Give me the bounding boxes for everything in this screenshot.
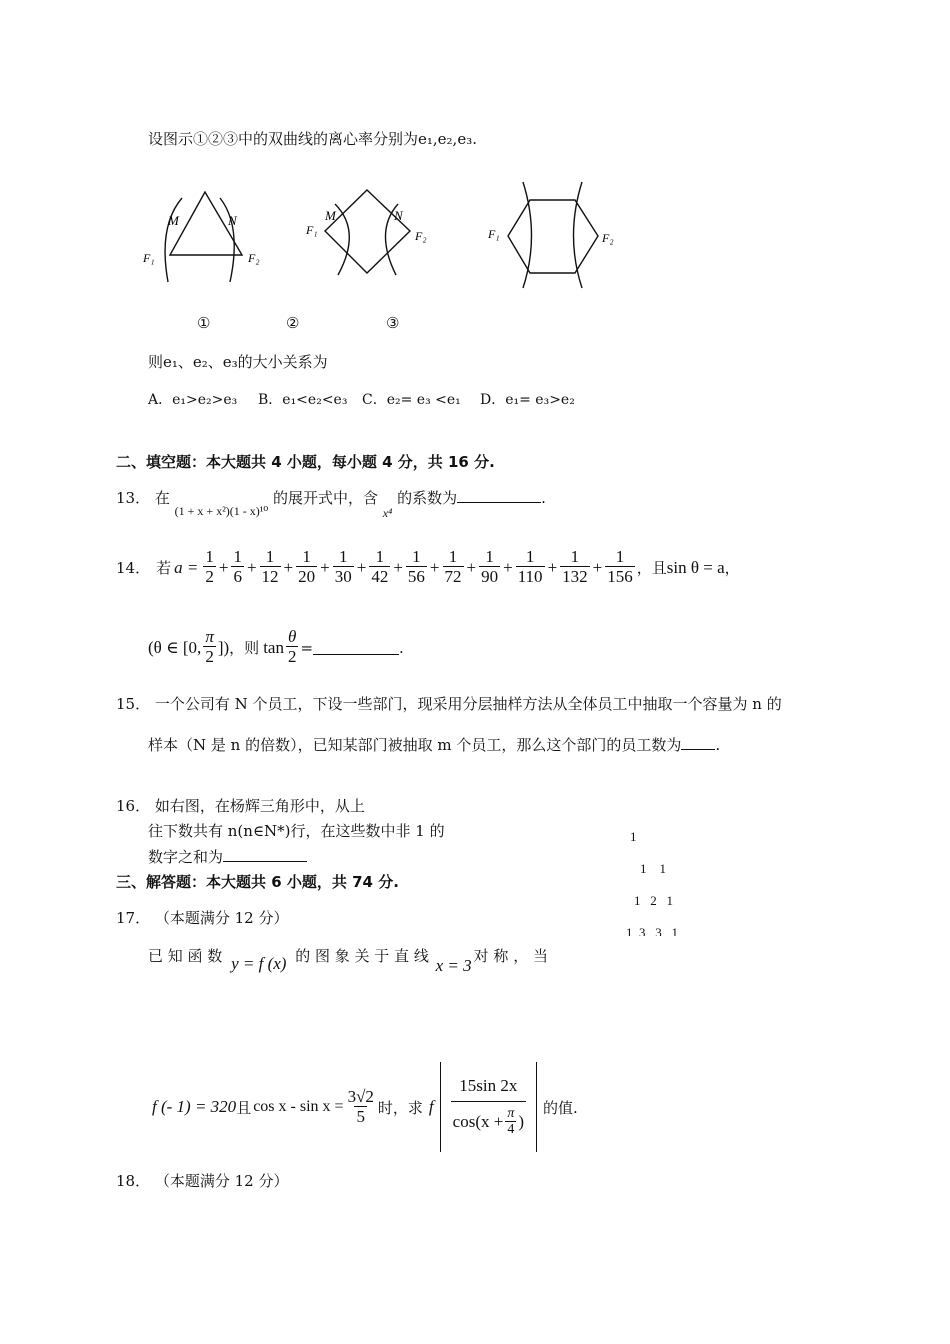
q17-text-a: 已 知 函 数 [148, 947, 223, 965]
q14-end: . [399, 638, 404, 657]
q17-pi-over-4 [505, 1106, 516, 1137]
q14-two-b: 2 [287, 647, 297, 666]
q14-fraction-denominator: 90 [481, 567, 499, 586]
q14-fraction-numerator: 1 [525, 547, 535, 566]
q14-fraction [406, 548, 427, 587]
q17-cond: f (- 1) = 320 [152, 1097, 237, 1116]
q12-option-c: C．e₂= e₃ <e₁ [362, 392, 461, 408]
section-3-title: 三、解答题：本大题共 6 小题，共 74 分. [116, 873, 399, 891]
q17-text-c: 对 称 ， 当 [473, 947, 548, 965]
q14-pi: π [205, 627, 214, 646]
q14-fraction-numerator: 1 [412, 547, 421, 566]
q13-mid: 的展开式中，含 [272, 489, 378, 507]
q14-fraction-numerator: 1 [233, 547, 242, 566]
plus-sign: + [503, 557, 513, 577]
triangle-row-2: 1 1 [640, 861, 666, 876]
q14-comma: ， [724, 559, 740, 577]
q14-fraction [203, 548, 216, 587]
q13-expression: (1 + x + x²)(1 - x)¹⁰ [174, 504, 269, 518]
q14-fraction-denominator: 132 [562, 567, 588, 586]
q15-line2 [148, 734, 720, 755]
q16-text-1: 如右图，在杨辉三角形中，从上 [154, 797, 365, 815]
q14-fraction-numerator: 1 [302, 547, 311, 566]
fig1-label-f1: F₁ [143, 251, 155, 265]
q14-range-close: ]) [217, 637, 230, 657]
q15-end: . [715, 736, 721, 754]
q14-fraction-numerator: 1 [375, 547, 385, 566]
q14-eq: = [300, 638, 314, 657]
plus-sign: + [393, 557, 403, 577]
q14-fraction-denominator: 2 [205, 567, 214, 586]
q13-post: 的系数为 [397, 489, 458, 507]
q14-pi-over-2 [203, 628, 216, 667]
q15-text-1: 一个公司有 N 个员工，下设一些部门，现采用分层抽样方法从全体员工中抽取一个容量为 n 的 [154, 695, 782, 713]
figure-1-triangle [165, 192, 242, 282]
q17-frac-den: 5 [356, 1106, 365, 1126]
q17-when: 时，求 [377, 1098, 423, 1117]
fig1-label-m: M [168, 213, 179, 228]
q14-tan: tan [263, 637, 284, 657]
q14-fraction-denominator: 56 [407, 567, 425, 586]
fig-label-1: ① [197, 314, 211, 332]
q15-line1 [116, 693, 782, 714]
q13-answer-blank[interactable] [457, 488, 541, 503]
q17-func: y = f (x) [231, 954, 287, 973]
q14-line2 [148, 628, 404, 667]
q14-fraction-denominator: 156 [607, 567, 633, 586]
q14-line1 [116, 548, 740, 587]
fig3-label-f1: F₁ [488, 227, 500, 241]
q17-fraction [346, 1088, 376, 1127]
plus-sign: + [356, 557, 367, 577]
q13-pre: 在 [154, 489, 170, 507]
q18-score: （本题满分 12 分） [154, 1172, 289, 1190]
q14-fraction [560, 548, 590, 587]
q14-fraction-denominator: 110 [517, 567, 543, 586]
q14-fraction-numerator: 1 [615, 547, 625, 566]
q14-fraction-numerator: 1 [265, 547, 275, 566]
plus-sign: + [246, 557, 257, 577]
plus-sign: + [320, 557, 330, 577]
plus-sign: + [218, 557, 229, 577]
q15-number: 15． [116, 695, 151, 713]
q14-answer-blank[interactable] [313, 640, 399, 655]
q14-fraction [260, 548, 281, 587]
figure-2-diamond [325, 190, 410, 275]
q12-intro: 设图示①②③中的双曲线的离心率分别为e₁,e₂,e₃. [148, 130, 477, 148]
plus-sign: + [283, 557, 294, 577]
q13-term: x⁴ [382, 506, 393, 520]
q14-fraction [369, 548, 390, 587]
q17-bracket [440, 1062, 537, 1152]
q17-frac-num: 3√2 [347, 1086, 374, 1106]
q14-fraction [516, 548, 545, 587]
q17-line2 [152, 1062, 578, 1152]
q17-big-fraction [451, 1077, 526, 1137]
triangle-row-1: 1 [630, 829, 637, 844]
q12-question: 则e₁、e₂、e₃的大小关系为 [148, 353, 328, 371]
q16-text-2: 往下数共有 n(n∈N*)行，在这些数中非 1 的 [148, 822, 445, 840]
q17-big-num: 15sin 2x [459, 1076, 518, 1095]
triangle-row-4: 1 3 3 1 [626, 925, 678, 936]
fig-label-3: ③ [386, 314, 400, 332]
q14-fraction-denominator: 20 [298, 567, 316, 586]
q14-two: 2 [205, 647, 214, 666]
q17-value: 的值. [543, 1098, 578, 1117]
q14-fraction [296, 548, 317, 587]
q17-f: f [428, 1097, 434, 1116]
q17-line: x = 3 [435, 956, 472, 975]
q14-sin-eq: sin θ = a [666, 557, 725, 577]
q17-four: 4 [507, 1122, 515, 1137]
q13-end: . [541, 489, 546, 507]
plus-sign: + [592, 557, 603, 577]
fig3-label-f2: F₂ [602, 231, 614, 245]
q14-fraction-numerator: 1 [570, 547, 580, 566]
q13 [116, 487, 546, 520]
q14-fraction-numerator: 1 [485, 547, 494, 566]
plus-sign: + [547, 557, 558, 577]
q14-fraction-numerator: 1 [338, 547, 348, 566]
q14-fraction-denominator: 72 [444, 567, 462, 586]
q17-big-den-a: cos(x + [452, 1111, 504, 1131]
triangle-row-3: 1 2 1 [634, 893, 673, 908]
q18-number: 18． [116, 1172, 151, 1190]
q16-text-3: 数字之和为 [148, 848, 224, 866]
q17-number: 17． [116, 909, 151, 927]
q17-text-b: 的 图 象 关 于 直 线 [295, 947, 429, 965]
q14-fraction-denominator: 42 [371, 567, 389, 586]
q14-tail: ，且 [636, 559, 667, 577]
q14-fraction-numerator: 1 [448, 547, 458, 566]
q17-line1 [148, 945, 548, 975]
q14-fraction [333, 548, 354, 587]
q12-option-a: A．e₁>e₂>e₃ [148, 392, 238, 408]
q14-number: 14． [116, 559, 151, 577]
fig-label-2: ② [286, 314, 300, 332]
fig2-label-f1: F₁ [306, 223, 318, 237]
q14-then: ，则 [229, 639, 260, 657]
fig1-label-f2: F₂ [248, 251, 260, 265]
section-2-title: 二、填空题：本大题共 4 小题，每小题 4 分，共 16 分. [116, 453, 495, 471]
q16-line1 [116, 795, 365, 816]
q16-answer-blank[interactable] [223, 847, 307, 862]
plus-sign: + [466, 557, 477, 577]
hyperbola-figures [130, 170, 650, 300]
q14-theta: θ [288, 627, 297, 646]
q14-pre: 若 [156, 559, 172, 577]
q14-fraction-denominator: 12 [261, 567, 279, 586]
q14-theta-over-2 [286, 628, 299, 667]
q14-range-open: (θ ∈ [0, [148, 637, 202, 657]
q13-number: 13． [116, 489, 151, 507]
fig2-label-f2: F₂ [415, 229, 427, 243]
q18-header [116, 1170, 289, 1191]
q16-number: 16． [116, 797, 151, 815]
q14-a-eq: a = [174, 557, 199, 577]
q16-line3 [148, 846, 307, 867]
q17-big-den-b: ) [518, 1111, 525, 1131]
q17-score: （本题满分 12 分） [154, 909, 289, 927]
q14-fraction-denominator: 30 [334, 567, 352, 586]
plus-sign: + [429, 557, 440, 577]
q12-option-d: D．e₁= e₃>e₂ [480, 392, 575, 408]
q14-fraction [231, 548, 244, 587]
figure-3-hexagon [508, 182, 598, 288]
q17-and: 且 [236, 1098, 252, 1117]
q17-cosx: cos x - sin x = [253, 1098, 344, 1115]
fig2-label-n: N [394, 208, 403, 223]
q14-fraction [443, 548, 464, 587]
q17-header [116, 907, 289, 928]
fig2-label-m: M [325, 208, 336, 223]
q15-text-2: 样本（N 是 n 的倍数），已知某部门被抽取 m 个员工，那么这个部门的员工数为 [148, 736, 682, 754]
q14-fraction [479, 548, 500, 587]
q15-answer-blank[interactable] [681, 735, 715, 750]
q14-fraction-numerator: 1 [205, 547, 214, 566]
q12-option-b: B．e₁<e₂<e₃ [258, 392, 348, 408]
q14-fraction-denominator: 6 [233, 567, 242, 586]
q14-sum [201, 548, 636, 587]
fig1-label-n: N [228, 213, 237, 228]
q17-big-den [451, 1101, 526, 1137]
q14-fraction [605, 548, 635, 587]
q17-pi: π [507, 1106, 515, 1121]
